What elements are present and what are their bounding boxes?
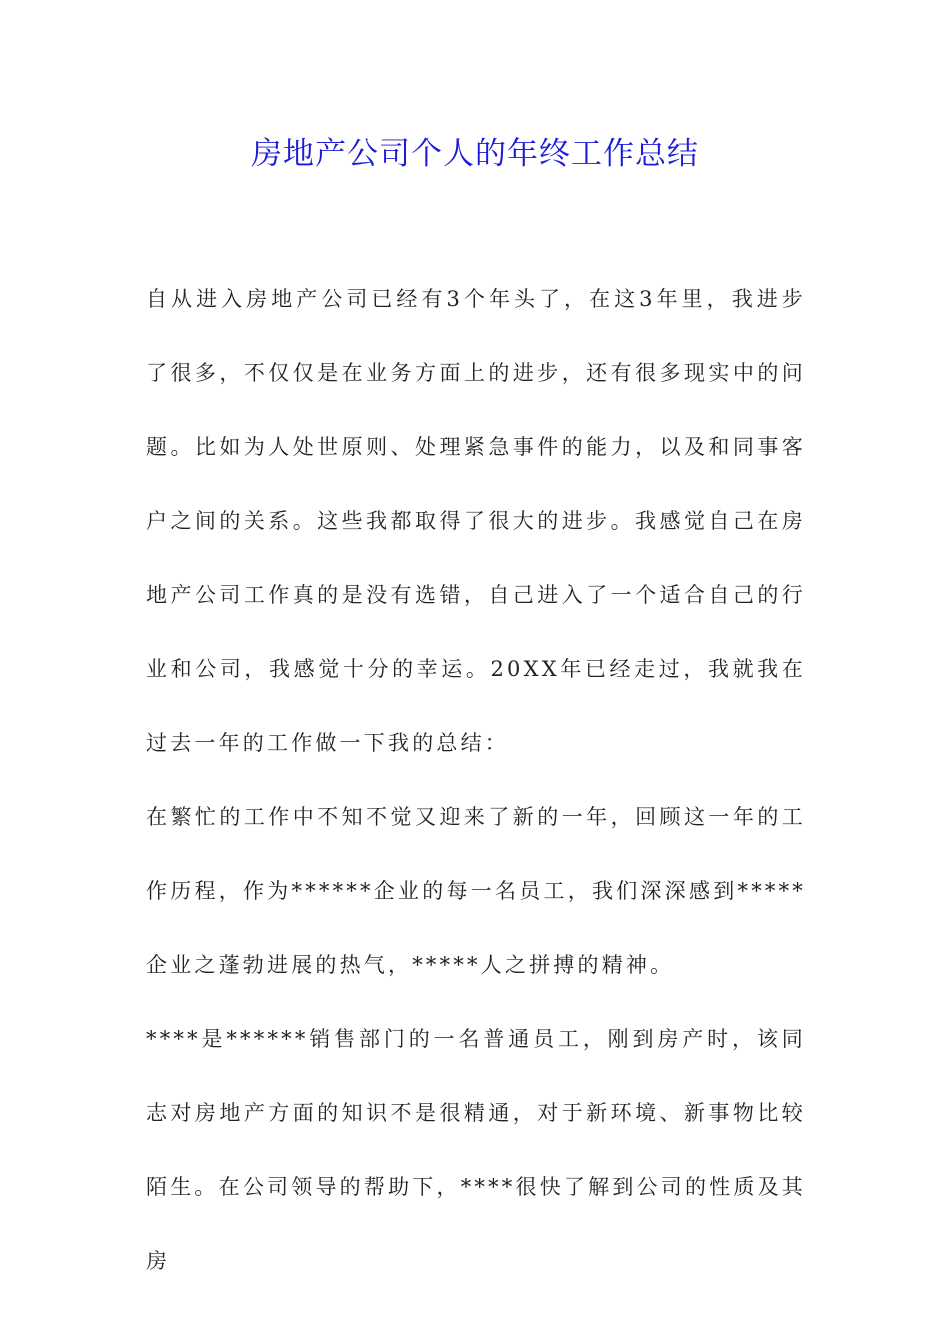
paragraph-review: 在繁忙的工作中不知不觉又迎来了新的一年，回顾这一年的工作历程，作为******企业的每一名员工，我们深深感到*****企业之蓬勃进展的热气，*****人之拼搏的精神。: [146, 805, 806, 977]
paragraph-employee: ****是******销售部门的一名普通员工，刚到房产时，该同志对房地产方面的知识不是很精通，对于新环境、新事物比较陌生。在公司领导的帮助下，****很快了解到公司的性质及其房: [146, 1027, 806, 1273]
document-body: [146, 262, 806, 1298]
document-title: 房地产公司个人的年终工作总结: [251, 136, 699, 172]
paragraph-intro: 自从进入房地产公司已经有3个年头了，在这3年里，我进步了很多，不仅仅是在业务方面上的进步，还有很多现实中的问题。比如为人处世原则、处理紧急事件的能力，以及和同事客户之间的关系。这些我都取得了很大的进步。我感觉自己在房地产公司工作真的是没有选错，自己进入了一个适合自己的行业和公司，我感觉十分的幸运。20XX年已经走过，我就我在过去一年的工作做一下我的总结：: [146, 287, 806, 755]
